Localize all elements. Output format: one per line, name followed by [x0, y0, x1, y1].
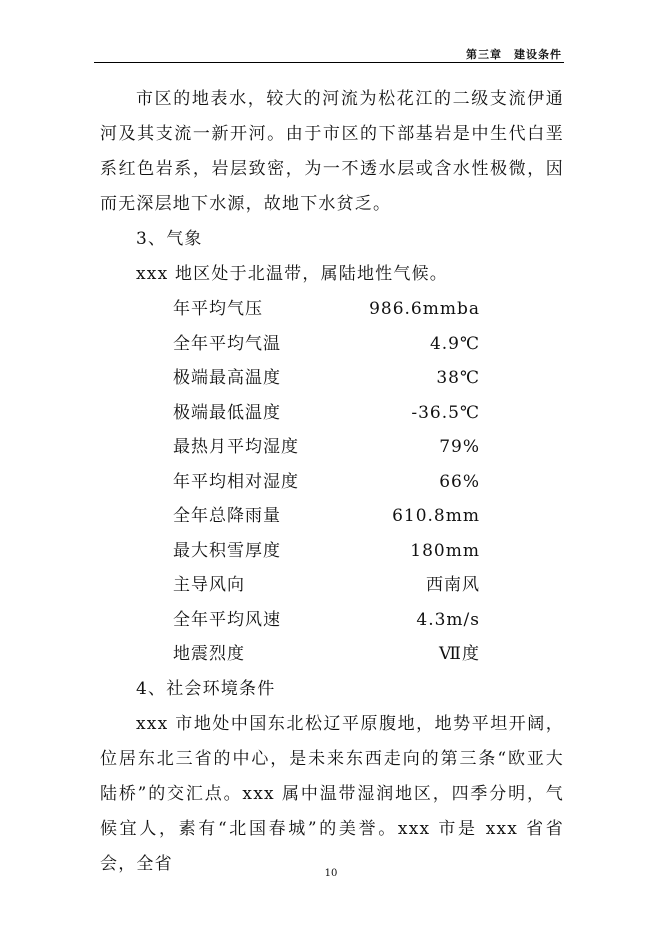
- climate-row: [100, 327, 564, 362]
- climate-row: [100, 292, 564, 327]
- climate-value: 4.9℃: [429, 333, 480, 354]
- document-body: [100, 82, 564, 882]
- climate-row: [100, 465, 564, 500]
- climate-label: 全年平均气温: [173, 333, 281, 354]
- climate-label: 年平均相对湿度: [173, 471, 299, 492]
- climate-value: 4.3m/s: [416, 609, 480, 630]
- paragraph-climate-intro: xxx 地区处于北温带，属陆地性气候。: [136, 264, 448, 284]
- climate-label: 年平均气压: [173, 299, 263, 319]
- climate-value: 79%: [439, 437, 480, 457]
- climate-label: 主导风向: [173, 575, 245, 595]
- climate-label: 极端最高温度: [173, 368, 281, 388]
- climate-value: -36.5℃: [411, 402, 480, 423]
- climate-row: [100, 499, 564, 534]
- climate-row: [100, 396, 564, 431]
- climate-value: 66%: [439, 471, 480, 492]
- climate-label: 极端最低温度: [173, 402, 281, 423]
- climate-label: 最热月平均湿度: [173, 437, 299, 457]
- climate-row: [100, 534, 564, 569]
- climate-value: Ⅶ度: [439, 644, 480, 664]
- climate-row: [100, 637, 564, 672]
- paragraph-surface-water: 市区的地表水，较大的河流为松花江的二级支流伊通河及其支流一新开河。由于市区的下部基岩是中生代白垩系红色岩系，岩层致密，为一不透水层或含水性极微，因而无深层地下水源，故地下水贫乏。: [100, 89, 564, 214]
- climate-value: 610.8mm: [392, 506, 480, 526]
- climate-label: 地震烈度: [173, 644, 245, 664]
- section-heading-social: 4、社会环境条件: [136, 678, 276, 699]
- climate-row: [100, 361, 564, 396]
- climate-value: 986.6mmba: [369, 299, 480, 319]
- climate-label: 最大积雪厚度: [173, 540, 281, 561]
- climate-value: 西南风: [426, 575, 480, 595]
- paragraph-social-environment: xxx 市地处中国东北松辽平原腹地，地势平坦开阔，位居东北三省的中心，是未来东西走向的第三条“欧亚大陆桥”的交汇点。xxx 属中温带湿润地区，四季分明，气候宜人，素有“北国春城”的美誉。xxx 市是 xxx 省省会，全省: [100, 713, 564, 874]
- climate-value: 38℃: [436, 368, 480, 388]
- climate-value: 180mm: [410, 540, 480, 561]
- climate-label: 全年总降雨量: [173, 506, 281, 526]
- climate-row: [100, 603, 564, 638]
- section-heading-climate: 3、气象: [136, 229, 203, 249]
- climate-row: [100, 568, 564, 603]
- climate-row: [100, 430, 564, 465]
- page-header: [94, 44, 564, 63]
- page-number: 10: [324, 868, 338, 879]
- climate-label: 全年平均风速: [173, 609, 281, 630]
- climate-table: [100, 292, 564, 672]
- chapter-title: 第三章 建设条件: [466, 48, 562, 61]
